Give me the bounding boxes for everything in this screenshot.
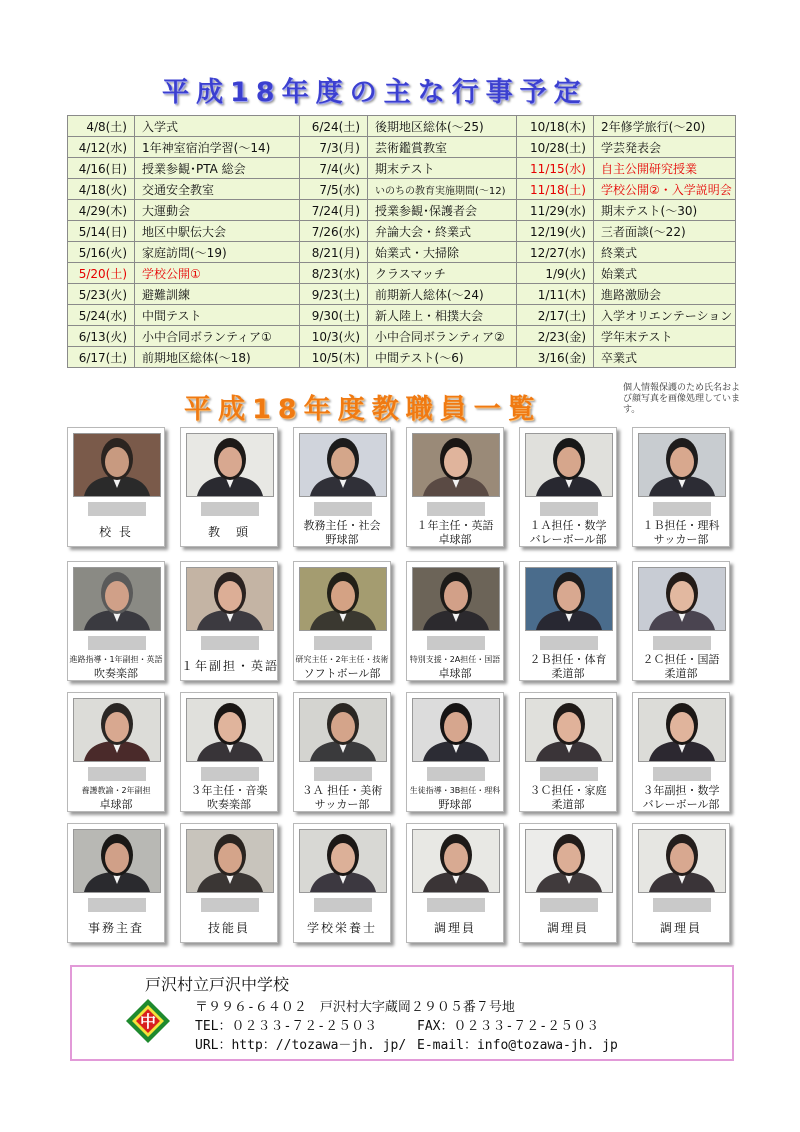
staff-photo	[525, 829, 613, 893]
event-name: 中間テスト	[135, 305, 300, 326]
staff-card	[406, 692, 504, 812]
postal-address: 〒９９６-６４０２ 戸沢村大字蔵岡２９０５番７号地	[195, 1000, 515, 1015]
event-name: 芸術鑑賞教室	[368, 137, 517, 158]
event-name: 新人陸上・相撲大会	[368, 305, 517, 326]
event-name: 1年神室宿泊学習(〜14)	[135, 137, 300, 158]
redacted-name	[88, 898, 146, 912]
redacted-name	[653, 502, 711, 516]
staff-club: 野球部	[438, 798, 472, 811]
redacted-name	[314, 502, 372, 516]
event-date: 11/15(水)	[517, 158, 594, 179]
portrait-image	[187, 699, 273, 761]
staff-role: ２Ｃ担任・国語	[642, 653, 720, 666]
event-date: 9/30(土)	[300, 305, 368, 326]
staff-card	[293, 561, 391, 681]
staff-photo	[73, 698, 161, 762]
staff-photo	[299, 829, 387, 893]
portrait-image	[74, 830, 160, 892]
event-date: 4/8(土)	[68, 116, 135, 137]
staff-role: 学校栄養士	[306, 921, 377, 935]
event-date: 6/24(土)	[300, 116, 368, 137]
event-name: 卒業式	[594, 347, 736, 368]
redacted-name	[427, 502, 485, 516]
staff-club: ソフトボール部	[303, 667, 381, 680]
portrait-image	[300, 434, 386, 496]
event-date: 4/29(木)	[68, 200, 135, 221]
event-name: 学校公開①	[135, 263, 300, 284]
redacted-name	[540, 767, 598, 781]
portrait-image	[413, 699, 499, 761]
event-name: 中間テスト(〜6)	[368, 347, 517, 368]
fax-number: FAX：０２３３-７２-２５０３	[417, 1019, 600, 1034]
event-name: 前期地区総体(〜18)	[135, 347, 300, 368]
portrait-image	[639, 699, 725, 761]
event-date: 10/18(木)	[517, 116, 594, 137]
staff-photo	[186, 829, 274, 893]
school-info-box	[70, 965, 734, 1061]
event-date: 11/18(土)	[517, 179, 594, 200]
schedule-row	[68, 347, 736, 368]
staff-role: 教 頭	[207, 525, 250, 539]
staff-card	[632, 561, 730, 681]
redacted-name	[540, 636, 598, 650]
schedule-row	[68, 221, 736, 242]
portrait-image	[639, 830, 725, 892]
staff-club: サッカー部	[314, 798, 370, 811]
event-name: 入学オリエンテーション	[594, 305, 736, 326]
redacted-name	[653, 636, 711, 650]
event-name: 弁論大会・終業式	[368, 221, 517, 242]
portrait-image	[74, 699, 160, 761]
staff-card	[519, 692, 617, 812]
redacted-name	[314, 898, 372, 912]
event-name: 小中合同ボランティア②	[368, 326, 517, 347]
staff-photo	[412, 567, 500, 631]
event-date: 5/20(土)	[68, 263, 135, 284]
staff-card	[180, 561, 278, 681]
event-date: 7/5(水)	[300, 179, 368, 200]
redacted-name	[427, 636, 485, 650]
event-date: 12/19(火)	[517, 221, 594, 242]
event-name: いのちの教育実施期間(〜12)	[368, 179, 517, 200]
staff-card	[67, 561, 165, 681]
portrait-image	[74, 568, 160, 630]
portrait-image	[300, 830, 386, 892]
portrait-image	[413, 434, 499, 496]
portrait-image	[526, 568, 612, 630]
staff-photo	[186, 698, 274, 762]
staff-photo	[638, 433, 726, 497]
staff-card	[67, 823, 165, 943]
staff-card	[293, 427, 391, 547]
staff-club: 野球部	[325, 533, 359, 546]
event-date: 10/5(木)	[300, 347, 368, 368]
email-address[interactable]: E-mail：info@tozawa-jh. jp	[417, 1038, 618, 1053]
redacted-name	[201, 636, 259, 650]
staff-club: 卓球部	[99, 798, 133, 811]
staff-photo	[525, 433, 613, 497]
portrait-image	[526, 699, 612, 761]
schedule-row	[68, 263, 736, 284]
event-name: 後期地区総体(〜25)	[368, 116, 517, 137]
schedule-row	[68, 137, 736, 158]
redacted-name	[653, 898, 711, 912]
event-date: 9/23(土)	[300, 284, 368, 305]
staff-role: 進路指導・1年副担・英語	[69, 655, 163, 664]
staff-club: バレーボール部	[642, 798, 720, 811]
event-name: 交通安全教室	[135, 179, 300, 200]
staff-photo	[525, 567, 613, 631]
staff-photo	[638, 829, 726, 893]
redacted-name	[314, 636, 372, 650]
portrait-image	[413, 830, 499, 892]
event-name: 小中合同ボランティア①	[135, 326, 300, 347]
event-name: 三者面談(〜22)	[594, 221, 736, 242]
event-date: 2/23(金)	[517, 326, 594, 347]
staff-photo	[525, 698, 613, 762]
portrait-image	[300, 568, 386, 630]
redacted-name	[540, 898, 598, 912]
staff-club: 柔道部	[664, 667, 698, 680]
event-date: 7/26(水)	[300, 221, 368, 242]
portrait-image	[639, 568, 725, 630]
redacted-name	[88, 636, 146, 650]
event-name: 進路激励会	[594, 284, 736, 305]
schedule-row	[68, 326, 736, 347]
event-name: 期末テスト	[368, 158, 517, 179]
schedule-row	[68, 200, 736, 221]
staff-photo	[638, 567, 726, 631]
staff-role: ３年主任・音楽	[190, 784, 268, 797]
portrait-image	[187, 434, 273, 496]
emblem-glyph: 中	[139, 1012, 157, 1031]
staff-card	[406, 561, 504, 681]
school-name: 戸沢村立戸沢中学校	[145, 975, 290, 994]
event-name: 2年修学旅行(〜20)	[594, 116, 736, 137]
event-date: 7/4(火)	[300, 158, 368, 179]
redacted-name	[201, 767, 259, 781]
event-name: 終業式	[594, 242, 736, 263]
event-name: 大運動会	[135, 200, 300, 221]
portrait-image	[526, 830, 612, 892]
tel-number: TEL：０２３３-７２-２５０３	[195, 1019, 378, 1034]
event-date: 2/17(土)	[517, 305, 594, 326]
event-date: 12/27(水)	[517, 242, 594, 263]
event-name: 自主公開研究授業	[594, 158, 736, 179]
staff-card	[180, 692, 278, 812]
staff-club: 吹奏楽部	[207, 798, 251, 811]
event-name: 授業参観･PTA 総会	[135, 158, 300, 179]
event-date: 6/13(火)	[68, 326, 135, 347]
event-name: 授業参観･保護者会	[368, 200, 517, 221]
staff-club: 卓球部	[438, 667, 472, 680]
schedule-row	[68, 158, 736, 179]
school-emblem-icon	[124, 997, 172, 1045]
event-name: 始業式	[594, 263, 736, 284]
event-name: 地区中駅伝大会	[135, 221, 300, 242]
staff-role: ２Ｂ担任・体育	[529, 653, 607, 666]
event-date: 5/24(水)	[68, 305, 135, 326]
schedule-row	[68, 179, 736, 200]
staff-photo	[412, 698, 500, 762]
event-date: 4/18(火)	[68, 179, 135, 200]
redacted-name	[88, 767, 146, 781]
event-date: 4/12(水)	[68, 137, 135, 158]
staff-club: 卓球部	[438, 533, 472, 546]
website-url[interactable]: URL：http：//tozawa－jh. jp/	[195, 1038, 407, 1053]
redacted-name	[427, 767, 485, 781]
event-name: 期末テスト(〜30)	[594, 200, 736, 221]
event-date: 8/23(水)	[300, 263, 368, 284]
event-date: 10/3(火)	[300, 326, 368, 347]
staff-card	[67, 692, 165, 812]
portrait-image	[413, 568, 499, 630]
redacted-name	[540, 502, 598, 516]
event-name: 前期新人総体(〜24)	[368, 284, 517, 305]
event-date: 5/23(火)	[68, 284, 135, 305]
staff-photo	[73, 433, 161, 497]
staff-club: バレーボール部	[529, 533, 607, 546]
staff-role: ３Ｃ担任・家庭	[529, 784, 607, 797]
schedule-table	[67, 115, 736, 368]
staff-club: 柔道部	[551, 667, 585, 680]
portrait-image	[74, 434, 160, 496]
staff-role: 特別支援・2A担任・国語	[409, 655, 501, 664]
event-date: 5/16(火)	[68, 242, 135, 263]
schedule-row	[68, 284, 736, 305]
staff-photo	[299, 698, 387, 762]
staff-role: 事務主査	[87, 921, 144, 935]
staff-photo	[412, 829, 500, 893]
redacted-name	[653, 767, 711, 781]
staff-club: サッカー部	[653, 533, 709, 546]
staff-club: 吹奏楽部	[94, 667, 138, 680]
staff-role: 技能員	[207, 921, 250, 935]
event-date: 3/16(金)	[517, 347, 594, 368]
schedule-heading: 平成18年度の主な行事予定	[162, 77, 588, 108]
staff-card	[519, 561, 617, 681]
staff-photo	[299, 433, 387, 497]
staff-card	[180, 823, 278, 943]
staff-photo	[73, 567, 161, 631]
staff-role: 生徒指導・3B担任・理科	[409, 786, 501, 795]
staff-card	[67, 427, 165, 547]
schedule-row	[68, 116, 736, 137]
redacted-name	[427, 898, 485, 912]
staff-role: 研究主任・2年主任・技術	[295, 655, 389, 664]
staff-card	[632, 692, 730, 812]
event-date: 11/29(水)	[517, 200, 594, 221]
event-name: 学校公開②・入学説明会	[594, 179, 736, 200]
redacted-name	[201, 898, 259, 912]
portrait-image	[639, 434, 725, 496]
event-name: 家庭訪問(〜19)	[135, 242, 300, 263]
staff-role: 養護教諭・2年副担	[81, 786, 151, 795]
staff-card	[632, 427, 730, 547]
staff-role: 調理員	[659, 921, 702, 935]
portrait-image	[300, 699, 386, 761]
staff-photo	[186, 567, 274, 631]
staff-photo	[186, 433, 274, 497]
staff-heading: 平成18年度教職員一覧	[184, 394, 542, 425]
staff-card	[406, 427, 504, 547]
staff-photo	[412, 433, 500, 497]
event-date: 1/9(火)	[517, 263, 594, 284]
event-date: 7/24(月)	[300, 200, 368, 221]
staff-role: １Ａ担任・数学	[529, 519, 607, 532]
staff-role: 教務主任・社会	[303, 519, 381, 532]
staff-card	[293, 823, 391, 943]
staff-role: ３Ａ 担任・美術	[301, 784, 383, 797]
portrait-image	[187, 568, 273, 630]
staff-card	[293, 692, 391, 812]
event-name: 学芸発表会	[594, 137, 736, 158]
event-date: 10/28(土)	[517, 137, 594, 158]
event-date: 8/21(月)	[300, 242, 368, 263]
event-name: クラスマッチ	[368, 263, 517, 284]
portrait-image	[526, 434, 612, 496]
staff-card	[180, 427, 278, 547]
event-date: 7/3(月)	[300, 137, 368, 158]
staff-role: 校 長	[99, 525, 133, 539]
portrait-image	[187, 830, 273, 892]
staff-role: １年主任・英語	[416, 519, 494, 532]
staff-club: 柔道部	[551, 798, 585, 811]
redacted-name	[88, 502, 146, 516]
staff-photo	[299, 567, 387, 631]
staff-role: １年副担・英語	[181, 659, 280, 673]
staff-photo	[638, 698, 726, 762]
event-date: 1/11(木)	[517, 284, 594, 305]
staff-card	[632, 823, 730, 943]
redacted-name	[201, 502, 259, 516]
event-name: 学年末テスト	[594, 326, 736, 347]
event-name: 避難訓練	[135, 284, 300, 305]
event-date: 5/14(日)	[68, 221, 135, 242]
staff-card	[519, 427, 617, 547]
staff-role: ３年副担・数学	[642, 784, 720, 797]
staff-photo	[73, 829, 161, 893]
staff-card	[519, 823, 617, 943]
schedule-row	[68, 242, 736, 263]
redacted-name	[314, 767, 372, 781]
privacy-note: 個人情報保護のため氏名および顔写真を画像処理しています。	[623, 383, 741, 415]
event-name: 入学式	[135, 116, 300, 137]
event-date: 6/17(土)	[68, 347, 135, 368]
staff-card	[406, 823, 504, 943]
event-name: 始業式・大掃除	[368, 242, 517, 263]
event-date: 4/16(日)	[68, 158, 135, 179]
staff-role: 調理員	[546, 921, 589, 935]
staff-role: １Ｂ担任・理科	[642, 519, 720, 532]
staff-role: 調理員	[433, 921, 476, 935]
schedule-row	[68, 305, 736, 326]
